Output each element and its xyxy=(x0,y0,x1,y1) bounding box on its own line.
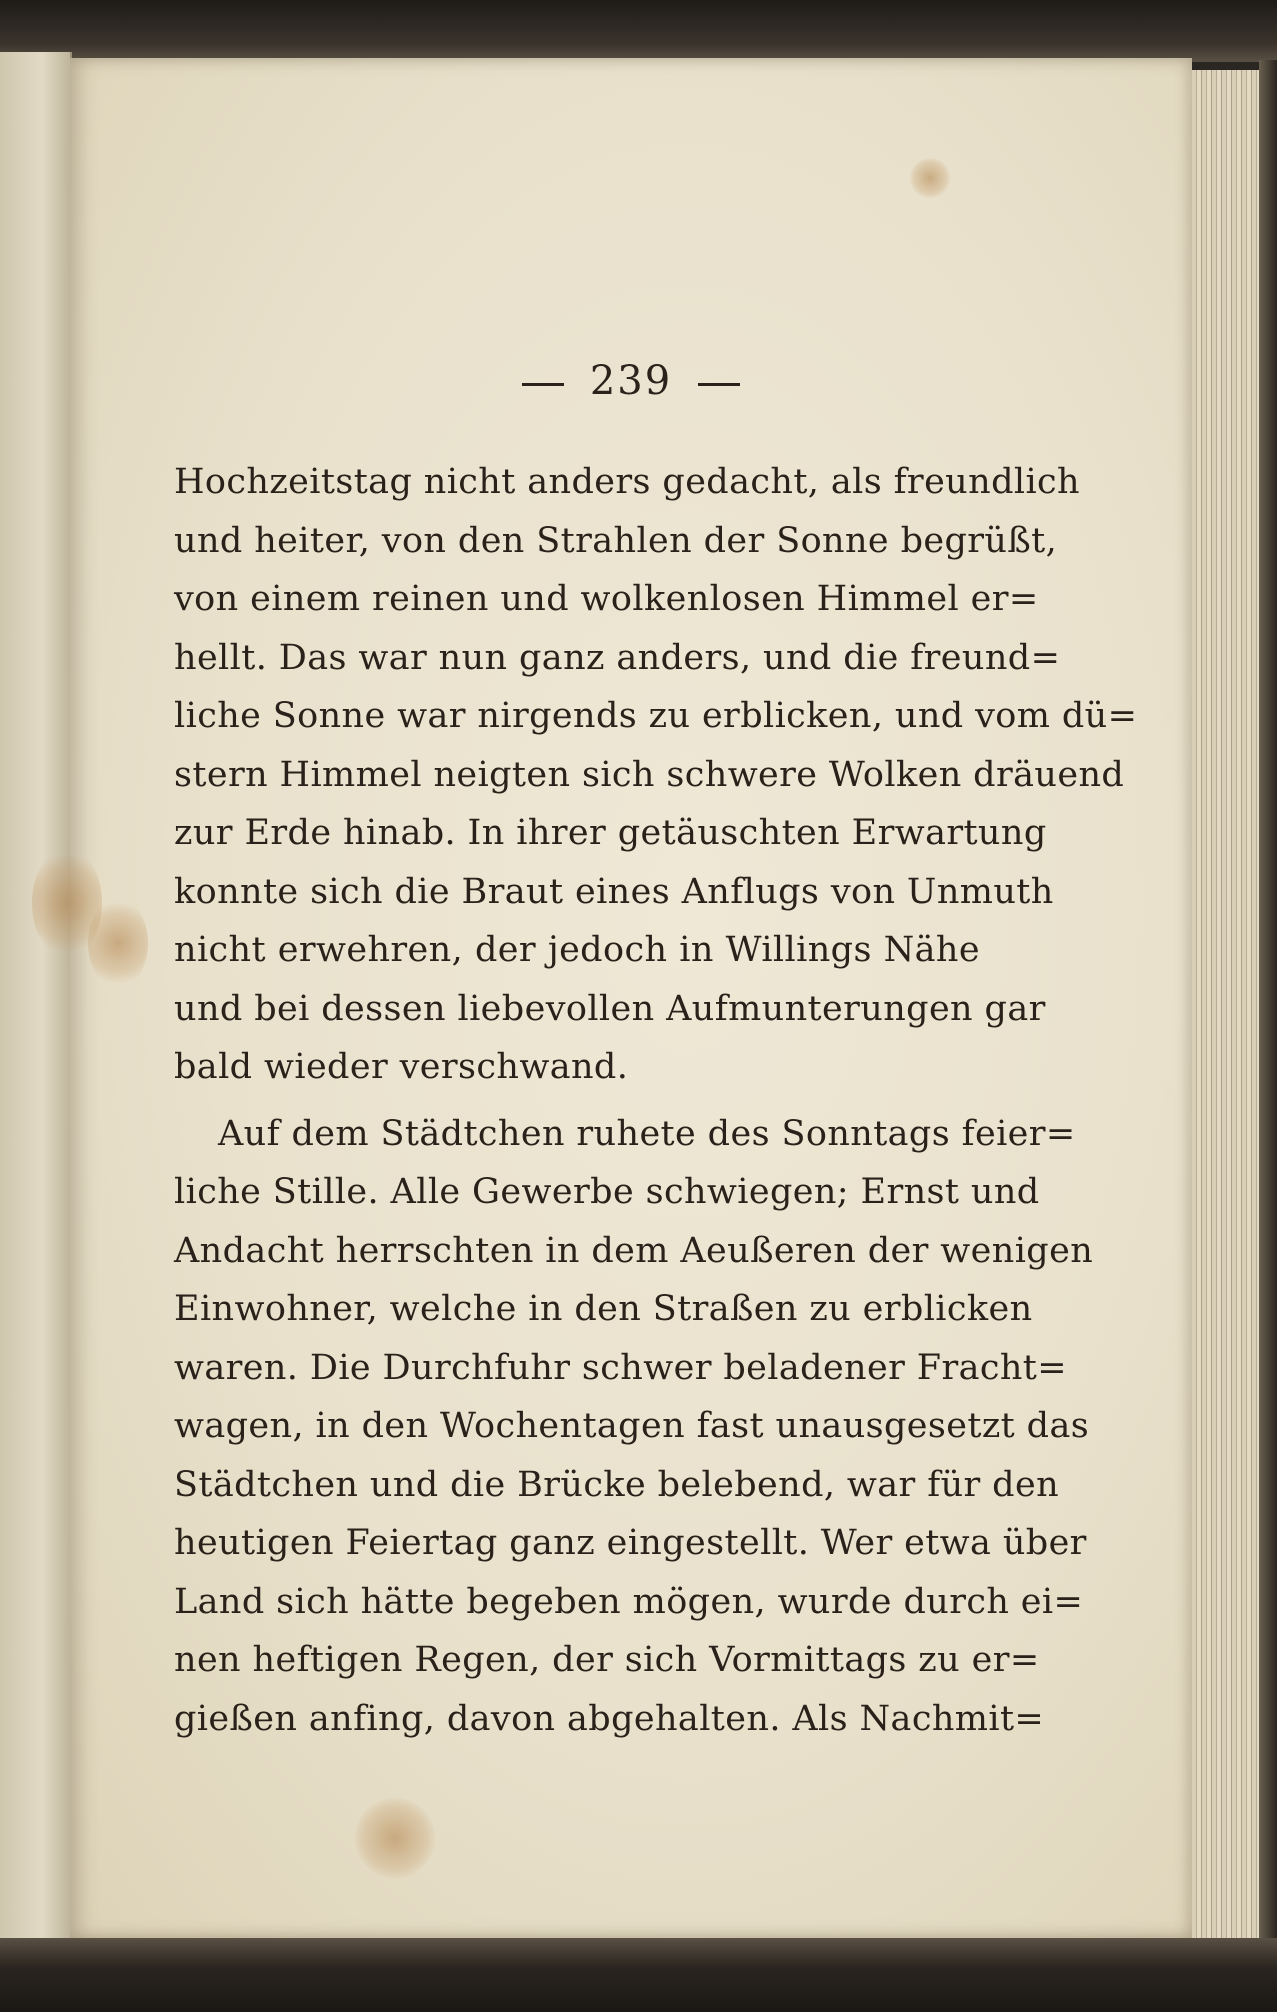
book-cover-edge xyxy=(1259,60,1277,1960)
text-line: Auf dem Städtchen ruhete des Sonntags feier= xyxy=(218,1113,1076,1154)
header-dash-left xyxy=(522,383,564,386)
scan-top-edge xyxy=(0,0,1277,62)
text-line: heutigen Feiertag ganz eingestellt. Wer etwa über xyxy=(174,1523,1087,1563)
text-line: nen heftigen Regen, der sich Vormittags zu er= xyxy=(174,1640,1040,1680)
foxing-spot xyxy=(910,158,950,198)
foxing-spot xyxy=(355,1798,435,1878)
book-page xyxy=(70,58,1192,1938)
text-line: hellt. Das war nun ganz anders, und die freund= xyxy=(174,637,1061,678)
text-line: von einem reinen und wolkenlosen Himmel er= xyxy=(174,579,1039,619)
text-line: konnte sich die Braut eines Anflugs von Unmuth xyxy=(174,871,1054,912)
text-line: wagen, in den Wochentagen fast unausgesetzt das xyxy=(174,1406,1090,1446)
paragraph-gap xyxy=(174,1097,980,1105)
text-line: stern Himmel neigten sich schwere Wolken dräuend xyxy=(174,754,1125,795)
text-line: und bei dessen liebevollen Aufmunterungen gar xyxy=(174,988,1046,1029)
text-line: nicht erwehren, der jedoch in Willings Nähe xyxy=(174,930,980,970)
text-line: liche Sonne war nirgends zu erblicken, und vom dü= xyxy=(174,696,1138,736)
text-line: waren. Die Durchfuhr schwer beladener Fracht= xyxy=(174,1347,1067,1388)
text-line: Hochzeitstag nicht anders gedacht, als freundlich xyxy=(174,462,1080,502)
text-line: liche Stille. Alle Gewerbe schwiegen; Ernst und xyxy=(174,1172,1040,1212)
text-line: gießen anfing, davon abgehalten. Als Nachmit= xyxy=(174,1698,1045,1739)
left-page-edge xyxy=(0,52,72,1952)
text-line: Land sich hätte begeben mögen, wurde durch ei= xyxy=(174,1581,1084,1622)
page-number: 239 xyxy=(589,358,673,404)
header-dash-right xyxy=(698,383,740,386)
page-header xyxy=(70,358,1192,404)
body-text xyxy=(174,453,1138,1748)
text-line: Andacht herrschten in dem Aeußeren der wenigen xyxy=(174,1230,1094,1271)
text-line: Städtchen und die Brücke belebend, war für den xyxy=(174,1464,1060,1505)
scan-bottom-edge xyxy=(0,1938,1277,2012)
text-line: zur Erde hinab. In ihrer getäuschten Erwartung xyxy=(174,813,1047,853)
text-line: Einwohner, welche in den Straßen zu erblicken xyxy=(174,1289,1033,1329)
text-line: und heiter, von den Strahlen der Sonne begrüßt, xyxy=(174,520,1058,561)
foxing-spot xyxy=(88,898,148,988)
text-line: bald wieder verschwand. xyxy=(174,1047,629,1087)
